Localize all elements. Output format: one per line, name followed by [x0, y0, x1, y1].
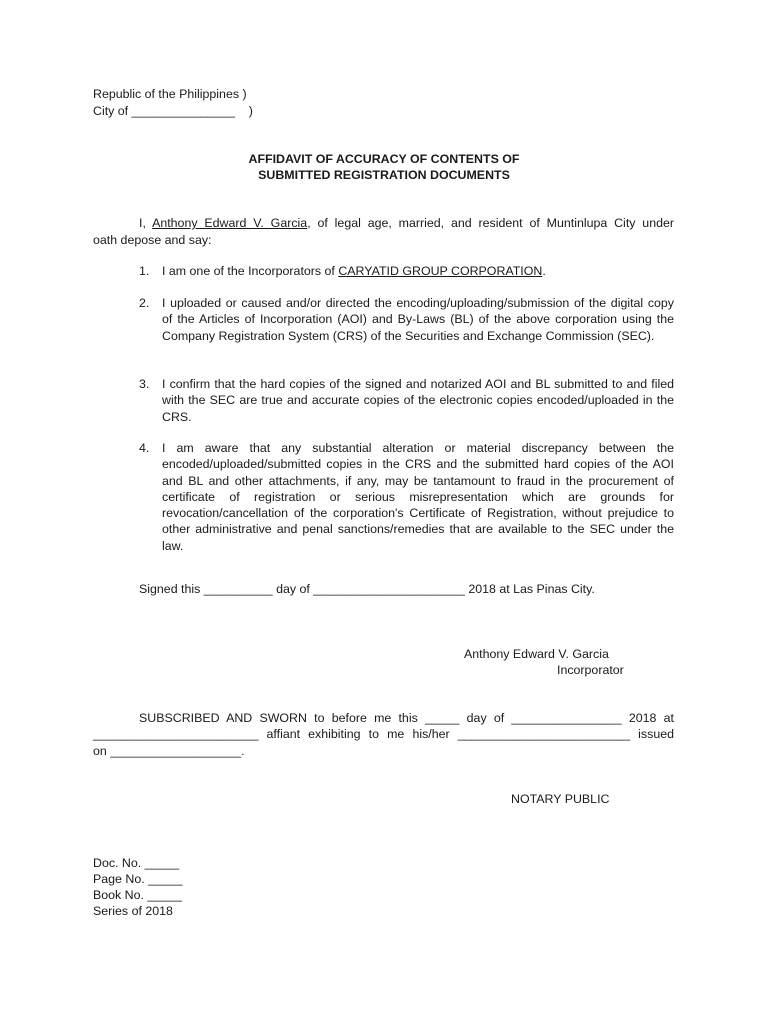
series-year: Series of 2018: [93, 904, 173, 918]
item-1-prefix: I am one of the Incorporators of: [162, 264, 339, 278]
affiant-name: Anthony Edward V. Garcia: [152, 216, 308, 230]
signed-line: Signed this __________ day of ______________________ 2018 at Las Pinas City.: [139, 582, 595, 596]
intro-rest: , of legal age, married, and resident of Muntinlupa City under: [307, 216, 674, 230]
item-2-text: I uploaded or caused and/or directed the encoding/uploading/submission of the digital copy of the Articles of Incorporation (AOI) and By-Laws (BL) of the above corporation using the Company Registration System (CRS) of the Securities and Exchange Commission (SEC).: [162, 296, 674, 343]
intro-line-1: [139, 215, 674, 231]
signature-name: Anthony Edward V. Garcia: [464, 647, 609, 661]
notary-public-label: NOTARY PUBLIC: [511, 792, 610, 806]
republic-line: Republic of the Philippines ): [93, 87, 247, 101]
company-name: CARYATID GROUP CORPORATION: [338, 264, 543, 278]
item-1-suffix: .: [542, 264, 546, 278]
intro-prefix: I,: [139, 216, 153, 230]
item-2-number: 2.: [139, 296, 150, 310]
title-line-1: AFFIDAVIT OF ACCURACY OF CONTENTS OF: [248, 152, 520, 166]
item-1-number: 1.: [139, 264, 150, 278]
item-3-text: I confirm that the hard copies of the signed and notarized AOI and BL submitted to and filed with the SEC are true and accurate copies of the electronic copies encoded/uploaded in the CRS.: [162, 377, 674, 424]
item-3-number: 3.: [139, 377, 150, 391]
page-number: Page No. _____: [93, 872, 183, 886]
book-number: Book No. _____: [93, 888, 182, 902]
signature-role: Incorporator: [557, 663, 624, 677]
title-line-2: SUBMITTED REGISTRATION DOCUMENTS: [258, 168, 510, 182]
intro-line-2: oath depose and say:: [93, 233, 212, 247]
item-4-number: 4.: [139, 441, 150, 455]
doc-number: Doc. No. _____: [93, 856, 180, 870]
item-4-text: I am aware that any substantial alteration or material discrepancy between the encoded/uploaded/submitted copies in the CRS and the submitted hard copies of the AOI and BL and other attachments, if any, may be tantamount to fraud in the procurement of certificate of registration or serious misrepresentation which are grounds for revocation/cancellation of the corporation's Certificate of Registration, without prejudice to other administrative and penal sanctions/remedies that are available to the SEC under the law.: [162, 441, 674, 553]
item-1-text: [162, 263, 674, 279]
jurat-line-1: SUBSCRIBED AND SWORN to before me this _____ day of ________________ 2018 at: [139, 711, 674, 725]
jurat-line-2: ________________________ affiant exhibiting to me his/her _________________________ issued: [93, 727, 674, 741]
jurat-line-3: on ___________________.: [93, 744, 245, 758]
city-line: City of _______________ ): [93, 104, 253, 118]
